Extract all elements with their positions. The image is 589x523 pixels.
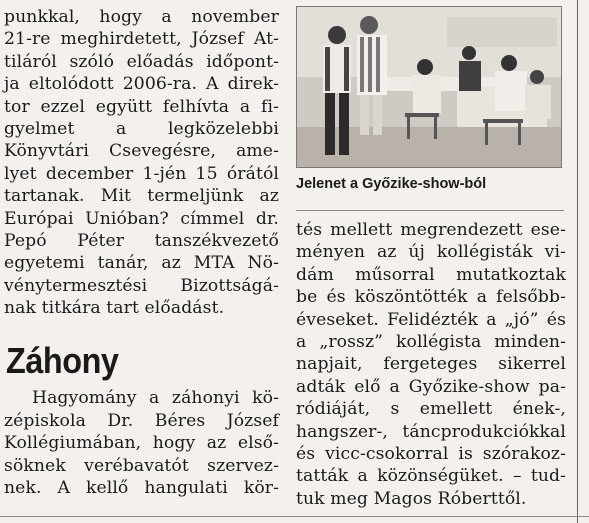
text-line: dám műsorral mutatkoztak bbox=[296, 264, 566, 285]
left-paragraph-2 bbox=[4, 387, 279, 499]
left-column bbox=[4, 6, 279, 499]
page-bottom-rule bbox=[0, 516, 589, 517]
text-line: tartanak. Mit termeljünk az bbox=[4, 186, 279, 207]
text-line: tuk meg Magos Róberttől. bbox=[296, 488, 527, 509]
news-photo bbox=[296, 6, 562, 168]
text-line: punkkal, hogy a november bbox=[4, 7, 279, 27]
text-line: hangszer-, táncprodukciókkal bbox=[296, 421, 566, 442]
text-line: ródiáját, s emellett ének-, bbox=[296, 399, 566, 420]
photo-caption: Jelenet a Győzike-show-ból bbox=[296, 176, 487, 192]
text-line: gyelmet a legközelebbi bbox=[4, 118, 279, 139]
text-line: nek. A kellő hangulati kör- bbox=[4, 478, 279, 499]
right-paragraph bbox=[296, 219, 566, 510]
text-line: tor ezzel együtt felhívta a fi- bbox=[4, 96, 279, 117]
text-line: tatták a közönségüket. – tud- bbox=[296, 466, 566, 487]
page-edge-rule bbox=[577, 0, 578, 523]
caption-divider bbox=[296, 210, 564, 211]
text-line: 21-re meghirdetett, József At- bbox=[4, 29, 279, 50]
text-line: és vicc-csokorral is szórakoz- bbox=[296, 443, 566, 464]
text-line: ja eltolódott 2006-ra. A direk- bbox=[4, 74, 279, 95]
text-line: söknek verébavatót szervez- bbox=[4, 455, 279, 476]
text-line: éveseket. Felidézték a „jó” és bbox=[296, 309, 566, 330]
text-line: vénytermesztési Bizottságá- bbox=[4, 275, 279, 296]
text-line: napjait, fergeteges sikerrel bbox=[296, 354, 566, 375]
text-line: nak titkára tart előadást. bbox=[4, 298, 225, 319]
right-column bbox=[296, 6, 566, 510]
text-line: zépiskola Dr. Béres József bbox=[4, 410, 279, 431]
text-line: tés mellett megrendezett ese- bbox=[296, 220, 566, 240]
text-line: tiláról szóló előadás időpont- bbox=[4, 51, 279, 72]
text-line: egyetemi tanár, az MTA Nö- bbox=[4, 253, 279, 274]
text-line: a „rossz” kollégista minden- bbox=[296, 331, 566, 352]
photo-image bbox=[297, 7, 561, 167]
section-heading: Záhony bbox=[6, 340, 119, 382]
text-line: adták elő a Győzike-show pa- bbox=[296, 376, 566, 397]
text-line: Kollégiumában, hogy az első- bbox=[4, 433, 279, 454]
left-paragraph-1 bbox=[4, 6, 279, 319]
text-line: Európai Unióban? címmel dr. bbox=[4, 208, 279, 229]
text-line: Pepó Péter tanszékvezető bbox=[4, 230, 279, 251]
text-line: Hagyomány a záhonyi kö- bbox=[32, 388, 279, 409]
text-line: Könyvtári Csevegésre, ame- bbox=[4, 141, 279, 162]
text-line: be és köszöntötték a felsőbb- bbox=[296, 287, 566, 308]
text-line: ményen az új kollégisták vi- bbox=[296, 242, 566, 263]
text-line: lyet december 1-jén 15 órától bbox=[4, 163, 279, 184]
